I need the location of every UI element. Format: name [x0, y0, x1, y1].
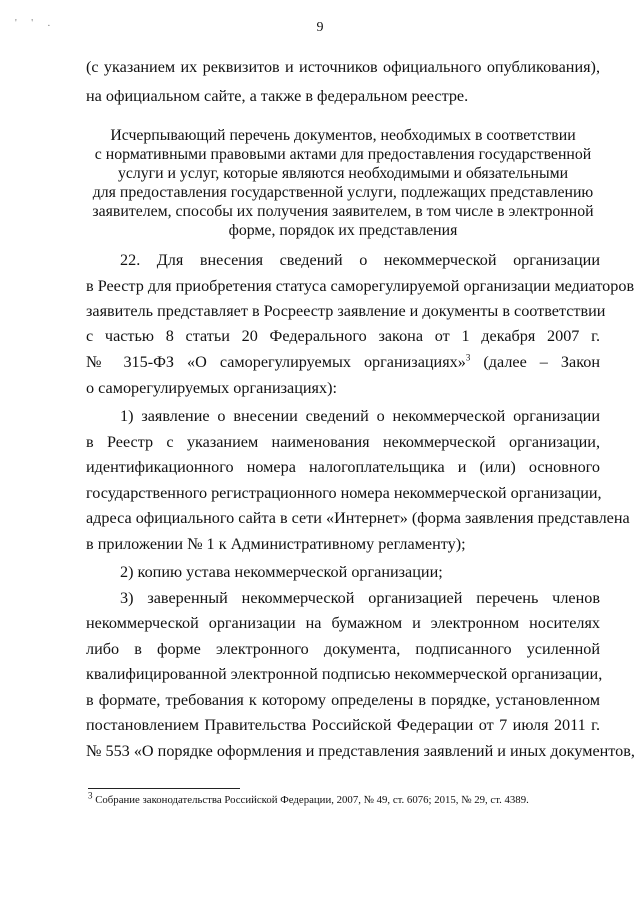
item3-line-4: квалифицированной электронной подписью некоммерческой организации,	[86, 665, 603, 683]
item3-line-3: либо в форме электронного документа, подписанного усиленной	[86, 640, 600, 658]
heading-line-6: форме, порядок их представления	[228, 222, 458, 239]
item3-line-7: № 553 «О порядке оформления и представления заявлений и иных документов,	[86, 742, 635, 760]
p22-line-1: 22. Для внесения сведений о некоммерческой организации	[120, 251, 600, 269]
item1-line-4: государственного регистрационного номера некоммерческой организации,	[86, 484, 602, 502]
item1-line-1: 1) заявление о внесении сведений о некоммерческой организации	[120, 407, 600, 425]
item3-line-6: постановлением Правительства Российской Федерации от 7 июля 2011 г.	[86, 716, 600, 734]
item1-line-3: идентификационного номера налогоплательщика и (или) основного	[86, 458, 600, 476]
p22-line-3: заявитель представляет в Росреестр заявление и документы в соответствии	[86, 302, 606, 320]
footnote	[88, 790, 598, 807]
item-2: 2) копию устава некоммерческой организации;	[120, 563, 443, 581]
footnote-ref: 3	[465, 352, 471, 363]
heading-line-2: с нормативными правовыми актами для предоставления государственной	[94, 146, 592, 163]
item3-line-1: 3) заверенный некоммерческой организацией перечень членов	[120, 589, 600, 607]
intro-line-1: (с указанием их реквизитов и источников официального опубликования),	[86, 58, 600, 76]
item1-line-2: в Реестр с указанием наименования некоммерческой организации,	[86, 433, 600, 451]
p22-line-4: с частью 8 статьи 20 Федерального закона от 1 декабря 2007 г.	[86, 327, 600, 345]
footnote-text: Собрание законодательства Российской Федерации, 2007, № 49, ст. 6076; 2015, № 29, ст. 4389.	[92, 794, 529, 806]
heading-line-4: для предоставления государственной услуги, подлежащих представлению	[92, 184, 594, 201]
p22-line-2: в Реестр для приобретения статуса саморегулируемой организации медиаторов	[86, 277, 635, 295]
item1-line-6: в приложении № 1 к Административному регламенту);	[86, 535, 466, 553]
footnote-divider	[88, 788, 240, 789]
heading-line-3: услуги и услуг, которые являются необходимыми и обязательными	[117, 165, 569, 182]
scan-specks: ' ' .	[15, 18, 57, 29]
intro-line-2: на официальном сайте, а также в федеральном реестре.	[86, 87, 469, 105]
p22-line-5	[86, 352, 600, 372]
item3-line-5: в формате, требования к которому определены в порядке, установленном	[86, 691, 600, 709]
heading-line-1: Исчерпывающий перечень документов, необходимых в соответствии	[110, 127, 576, 144]
item3-line-2: некоммерческой организации на бумажном и электронном носителях	[86, 614, 600, 632]
footnote-mark: 3	[88, 790, 93, 801]
page-number: 9	[316, 20, 324, 35]
p22-line-5-b: (далее – Закон	[470, 353, 600, 371]
item1-line-5: адреса официального сайта в сети «Интернет» (форма заявления представлена	[86, 509, 630, 527]
heading-line-5: заявителем, способы их получения заявителем, в том числе в электронной	[92, 203, 594, 220]
p22-line-5-a: № 315-ФЗ «О саморегулируемых организациях»	[86, 353, 466, 371]
p22-line-6: о саморегулируемых организациях):	[86, 379, 337, 397]
